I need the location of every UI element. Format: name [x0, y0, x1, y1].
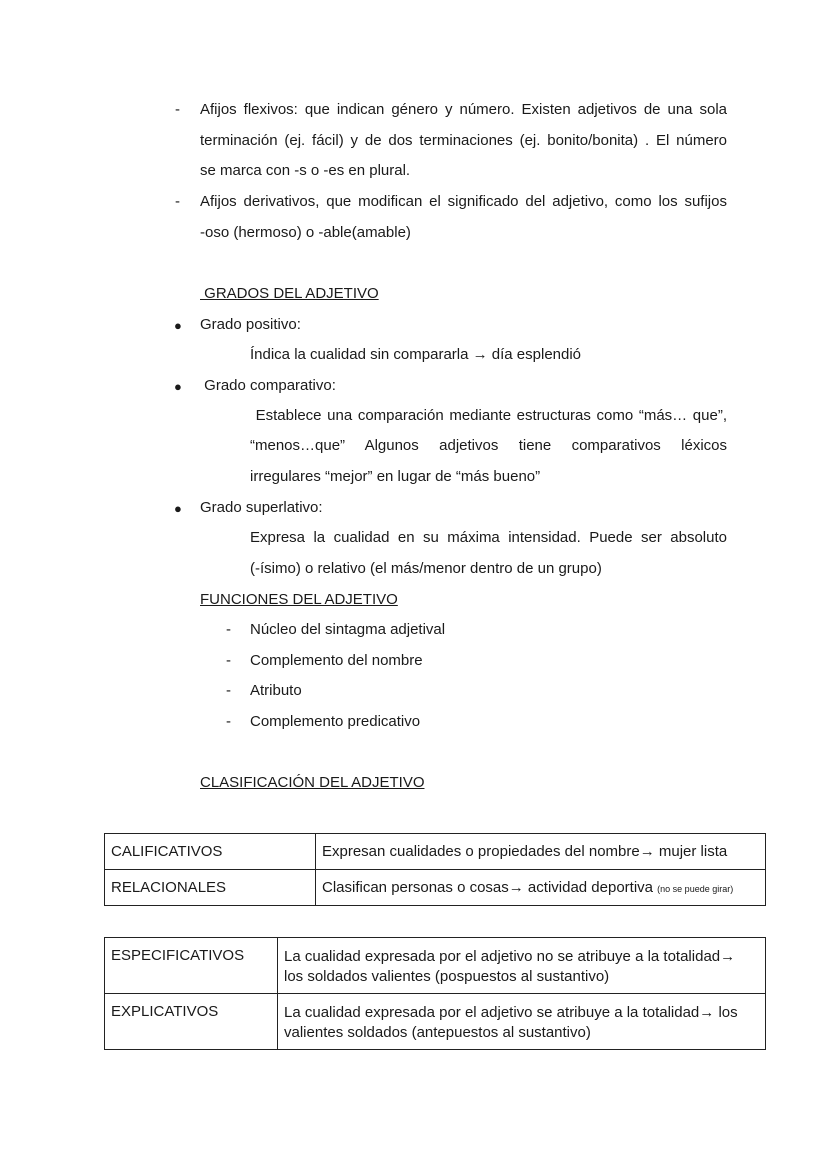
table-row [105, 938, 766, 994]
list-dash: - [226, 652, 231, 669]
list-dash: - [175, 101, 180, 118]
clasificacion-table-1 [104, 833, 766, 906]
table-cell-term: CALIFICATIVOS [105, 834, 316, 870]
grado-superlativo-line1: Expresa la cualidad en su máxima intensidad. Puede ser absoluto [250, 529, 727, 546]
grado-comparativo-line3: irregulares “mejor” en lugar de “más bueno” [250, 468, 541, 485]
grado-positivo-desc: Índica la cualidad sin compararla → día esplendió [250, 346, 582, 363]
funcion-item: Núcleo del sintagma adjetival [250, 621, 446, 638]
afijos-derivativos-line1: Afijos derivativos, que modifican el significado del adjetivo, como los sufijos [200, 193, 727, 210]
grado-comparativo-label: Grado comparativo: [200, 377, 336, 394]
funcion-item: Complemento del nombre [250, 652, 423, 669]
list-dash: - [226, 682, 231, 699]
list-dash: - [175, 193, 180, 210]
cell-text: Expresan cualidades o propiedades del nombre→ mujer lista [322, 843, 728, 860]
table-cell-desc [278, 994, 766, 1050]
bullet-icon: ● [174, 379, 182, 394]
table-cell-desc [316, 834, 766, 870]
table-cell-desc [316, 870, 766, 906]
table-row [105, 870, 766, 906]
cell-text: La cualidad expresada por el adjetivo no se atribuye a la totalidad→ [284, 948, 736, 965]
bullet-icon: ● [174, 318, 182, 333]
grado-superlativo-line2: (-ísimo) o relativo (el más/menor dentro de un grupo) [250, 560, 602, 577]
cell-text: los soldados valientes (pospuestos al sustantivo) [284, 968, 610, 985]
bullet-icon: ● [174, 501, 182, 516]
cell-text: valientes soldados (antepuestos al sustantivo) [284, 1024, 591, 1041]
clasificacion-table-2 [104, 937, 766, 1050]
afijos-flexivos-line2: terminación (ej. fácil) y de dos terminaciones (ej. bonito/bonita) . El número [200, 132, 727, 149]
afijos-flexivos-line1: Afijos flexivos: que indican género y número. Existen adjetivos de una sola [200, 101, 727, 118]
grado-positivo-label: Grado positivo: [200, 316, 301, 333]
table-cell-term: ESPECIFICATIVOS [105, 938, 278, 994]
cell-text: La cualidad expresada por el adjetivo se atribuye a la totalidad→ los [284, 1004, 738, 1021]
cell-note: (no se puede girar) [657, 884, 734, 894]
funcion-item: Complemento predicativo [250, 713, 421, 730]
table-row [105, 834, 766, 870]
table-cell-desc [278, 938, 766, 994]
list-dash: - [226, 713, 231, 730]
grado-superlativo-label: Grado superlativo: [200, 499, 323, 516]
funciones-heading: FUNCIONES DEL ADJETIVO [200, 591, 398, 608]
table-cell-term: EXPLICATIVOS [105, 994, 278, 1050]
table-cell-term: RELACIONALES [105, 870, 316, 906]
list-dash: - [226, 621, 231, 638]
afijos-flexivos-line3: se marca con -s o -es en plural. [200, 162, 411, 179]
grado-comparativo-line2: “menos…que” Algunos adjetivos tiene comparativos léxicos [250, 437, 727, 454]
table-row [105, 994, 766, 1050]
clasificacion-heading: CLASIFICACIÓN DEL ADJETIVO [200, 774, 425, 791]
grado-comparativo-line1: Establece una comparación mediante estructuras como “más… que”, [250, 407, 727, 424]
cell-text: Clasifican personas o cosas→ actividad deportiva [322, 879, 658, 896]
afijos-derivativos-line2: -oso (hermoso) o -able(amable) [200, 224, 411, 241]
funcion-item: Atributo [250, 682, 302, 699]
grados-heading: GRADOS DEL ADJETIVO [200, 285, 379, 302]
